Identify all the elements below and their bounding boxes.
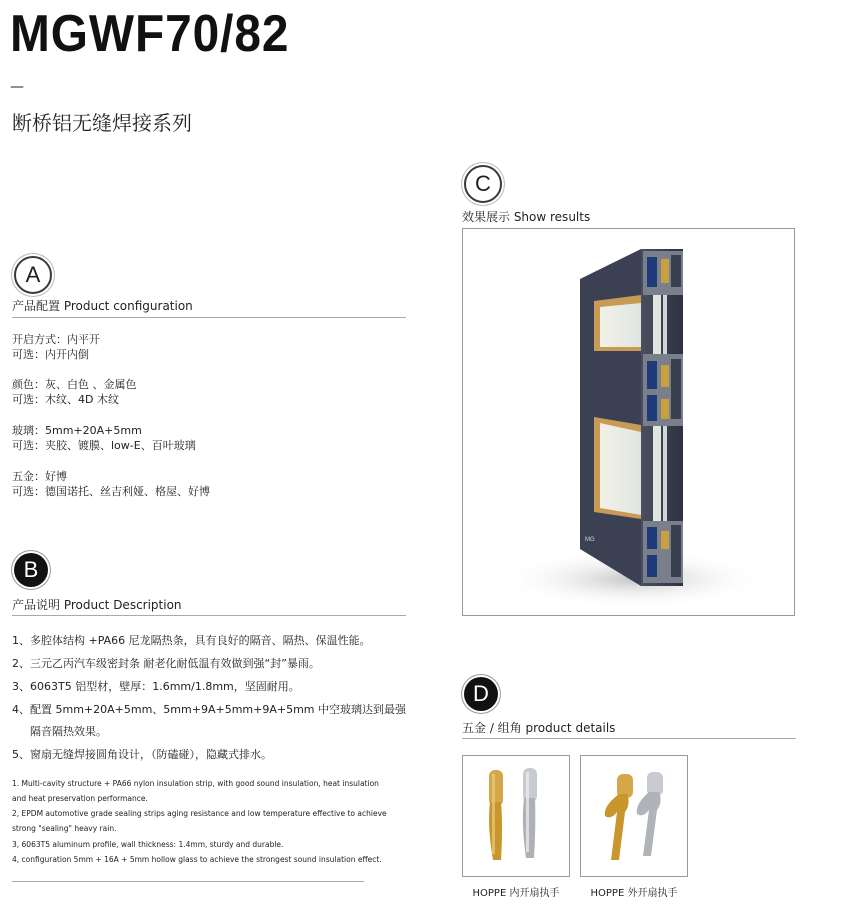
profile-section-middle (643, 354, 683, 426)
silver-handle-outward (637, 772, 663, 856)
badge-d: D (464, 677, 498, 711)
inward-handle-pair-image (463, 756, 569, 876)
gold-handle-outward (605, 774, 633, 860)
badge-c: C (464, 165, 502, 203)
description-line: 2、三元乙丙汽车级密封条 耐老化耐低温有效做到强“封”暴雨。 (12, 657, 320, 670)
config-line: 五金：好博 (12, 470, 67, 483)
config-line: 可选：夹胶、镀膜、low-E、百叶玻璃 (12, 439, 196, 452)
english-description-line: and heat preservation performance. (12, 794, 148, 803)
config-line: 可选：德国诺托、丝吉利娅、格屋、好博 (12, 485, 210, 498)
config-line: 玻璃：5mm+20A+5mm (12, 424, 142, 437)
silver-handle-inward (523, 768, 537, 858)
config-line: 颜色：灰、白色 、金属色 (12, 378, 137, 391)
description-line: 隔音隔热效果。 (30, 725, 107, 738)
section-b-bottom-divider (12, 881, 364, 882)
page-subtitle: 断桥铝无缝焊接系列 (12, 111, 192, 135)
badge-a: A (14, 256, 52, 294)
section-a-divider (12, 317, 406, 318)
description-line: 5、窗扇无缝焊接圆角设计，（防磕碰），隐藏式排水。 (12, 748, 272, 761)
description-line: 3、6063T5 铝型材，壁厚：1.6mm/1.8mm，坚固耐用。 (12, 680, 300, 693)
upper-glass (600, 303, 641, 347)
english-description-line: 4, configuration 5mm + 16A + 5mm hollow glass to achieve the strongest sound insulation effect. (12, 855, 382, 864)
section-a-label: 产品配置 Product configuration (12, 299, 193, 313)
english-description-line: strong "sealing" heavy rain. (12, 824, 117, 833)
profile-section-bottom (643, 521, 683, 583)
config-line: 可选：木纹、4D 木纹 (12, 393, 119, 406)
badge-b: B (14, 553, 48, 587)
section-c-label: 效果展示 Show results (462, 210, 591, 224)
page-title: MGWF70/82 (10, 5, 290, 63)
hardware-card-inward (462, 755, 570, 877)
hardware-caption-inward: HOPPE 内开扇执手 (472, 888, 560, 899)
frame-logo: MG (585, 537, 595, 543)
description-line: 1、多腔体结构 +PA66 尼龙隔热条，具有良好的隔音、隔热、保温性能。 (12, 634, 371, 647)
section-d-label: 五金 / 组角 product details (462, 721, 616, 735)
window-profile-illustration (463, 229, 794, 615)
window-profile-image (462, 228, 795, 616)
english-description-line: 1. Multi-cavity structure + PA66 nylon insulation strip, with good sound insulation, heat insulation (12, 779, 379, 788)
config-line: 开启方式：内平开 (12, 333, 100, 346)
config-line: 可选：内开内倒 (12, 348, 89, 361)
section-b-divider (12, 615, 406, 616)
lower-glass (600, 423, 641, 515)
outward-handle-pair-image (581, 756, 687, 876)
profile-section-top (643, 251, 683, 295)
english-description-line: 3, 6063T5 aluminum profile, wall thickness: 1.4mm, sturdy and durable. (12, 840, 284, 849)
gold-handle-inward (489, 770, 503, 860)
description-line: 4、配置 5mm+20A+5mm、5mm+9A+5mm+9A+5mm 中空玻璃达到最强 (12, 703, 407, 716)
section-d-divider (462, 738, 796, 739)
hardware-caption-outward: HOPPE 外开扇执手 (590, 888, 678, 899)
title-dash: — (10, 79, 24, 95)
english-description-line: 2, EPDM automotive grade sealing strips aging resistance and low temperature effective to achieve (12, 809, 387, 818)
hardware-card-outward (580, 755, 688, 877)
section-b-label: 产品说明 Product Description (12, 598, 182, 612)
